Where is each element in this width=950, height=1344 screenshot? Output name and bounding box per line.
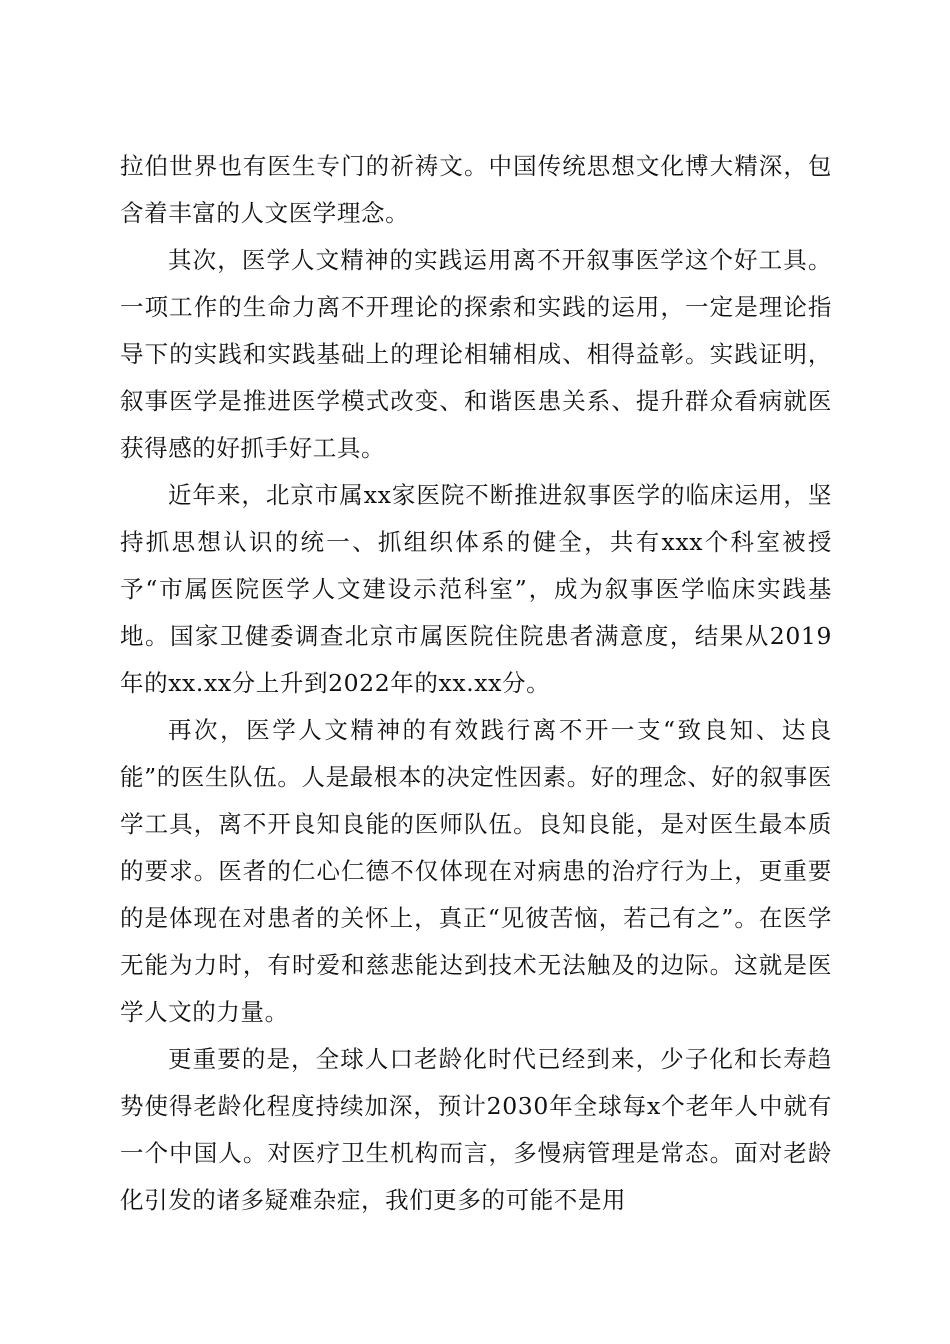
paragraph-continuation: 拉伯世界也有医生专门的祈祷文。中国传统思想文化博大精深，包含着丰富的人文医学理念。 xyxy=(120,152,832,227)
body-text xyxy=(120,143,832,1224)
paragraph-narrative-medicine-tool: 其次，医学人文精神的实践运用离不开叙事医学这个好工具。一项工作的生命力离不开理论的探索和实践的运用，一定是理论指导下的实践和实践基础上的理论相辅相成、相得益彰。实践证明，叙事医学是推进医学模式改变、和谐医患关系、提升群众看病就医获得感的好抓手好工具。 xyxy=(120,246,832,462)
paragraph-doctor-team: 再次，医学人文精神的有效践行离不开一支“致良知、达良能”的医生队伍。人是最根本的决定性因素。好的理念、好的叙事医学工具，离不开良知良能的医师队伍。良知良能，是对医生最本质的要求。医者的仁心仁德不仅体现在对病患的治疗行为上，更重要的是体现在对患者的关怀上，真正“见彼苦恼，若己有之”。在医学无能为力时，有时爱和慈悲能达到技术无法触及的边际。这就是医学人文的力量。 xyxy=(120,716,832,1026)
paragraph-beijing-hospitals: 近年来，北京市属xx家医院不断推进叙事医学的临床运用，坚持抓思想认识的统一、抓组织体系的健全，共有xxx个科室被授予“市属医院医学人文建设示范科室”，成为叙事医学临床实践基地。国家卫健委调查北京市属医院住院患者满意度，结果从2019年的xx.xx分上升到2022年的xx.xx分。 xyxy=(120,481,832,697)
paragraph-aging-population: 更重要的是，全球人口老龄化时代已经到来，少子化和长寿趋势使得老龄化程度持续加深，预计2030年全球每x个老年人中就有一个中国人。对医疗卫生机构而言，多慢病管理是常态。面对老龄化引发的诸多疑难杂症，我们更多的可能不是用 xyxy=(120,1045,832,1214)
